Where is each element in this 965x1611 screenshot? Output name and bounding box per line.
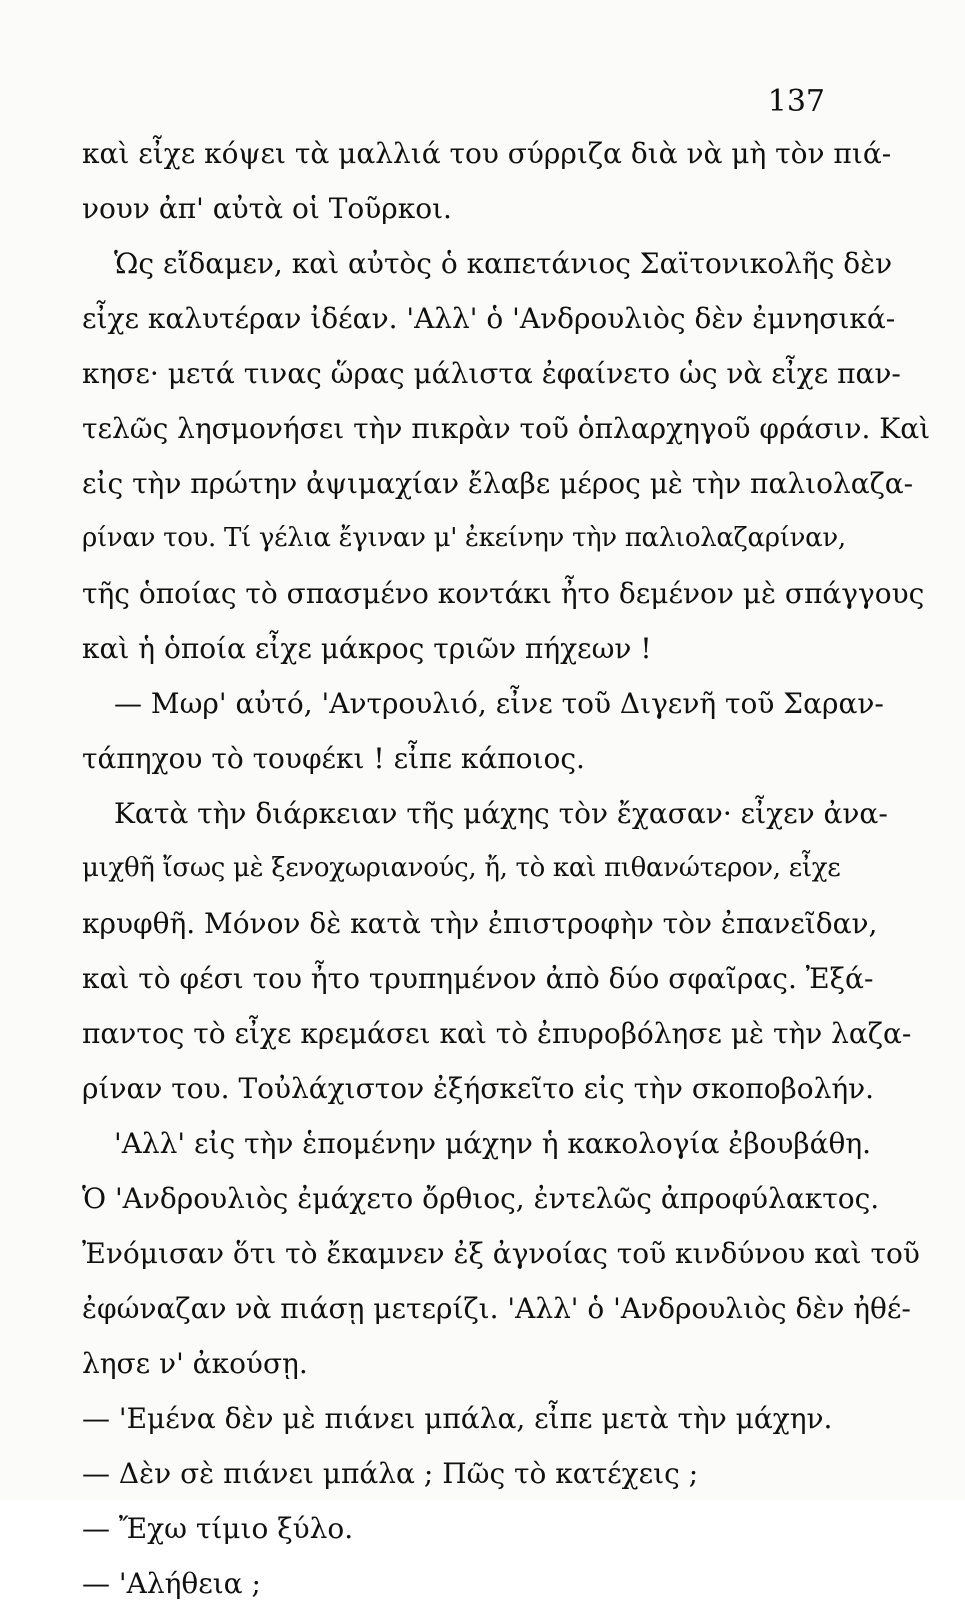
text-line: καὶ τὸ φέσι του ἦτο τρυπημένον ἀπὸ δύο σφαῖρας. Ἐξά- xyxy=(82,962,874,995)
text-line: τάπηχου τὸ τουφέκι ! εἶπε κάποιος. xyxy=(82,742,585,775)
text-line: κησε· μετά τινας ὥρας μάλιστα ἐφαίνετο ὡς νὰ εἶχε παν- xyxy=(82,357,901,390)
text-line: — Ἔχω τίμιο ξύλο. xyxy=(82,1512,354,1545)
text-line: 'Αλλ' εἰς τὴν ἑπομένην μάχην ἡ κακολογία ἐβουβάθη. xyxy=(114,1127,872,1160)
text-line: ρίναν του. Τί γέλια ἔγιναν μ' ἐκείνην τὴν παλιολαζαρίναν, xyxy=(82,523,846,553)
text-line: Ὡς εἴδαμεν, καὶ αὐτὸς ὁ καπετάνιος Σαϊτονικολῆς δὲν xyxy=(114,247,893,280)
text-line: εἶχε καλυτέραν ἰδέαν. 'Αλλ' ὁ 'Ανδρουλιὸς δὲν ἐμνησικά- xyxy=(82,302,896,335)
text-line: — Δὲν σὲ πιάνει μπάλα ; Πῶς τὸ κατέχεις ; xyxy=(82,1457,699,1490)
text-line: ρίναν του. Τοὐλάχιστον ἐξήσκεῖτο εἰς τὴν σκοποβολήν. xyxy=(82,1072,875,1105)
text-line: παντος τὸ εἶχε κρεμάσει καὶ τὸ ἐπυροβόλησε μὲ τὴν λαζα- xyxy=(82,1017,912,1050)
text-line: μιχθῆ ἴσως μὲ ξενοχωριανούς, ἤ, τὸ καὶ πιθανώτερον, εἶχε xyxy=(82,853,841,883)
text-line: εἰς τὴν πρώτην ἀψιμαχίαν ἔλαβε μέρος μὲ τὴν παλιολαζα- xyxy=(82,467,914,500)
text-line: τῆς ὁποίας τὸ σπασμένο κοντάκι ἦτο δεμένον μὲ σπάγγους xyxy=(82,577,925,610)
text-line: λησε ν' ἀκούσῃ. xyxy=(82,1347,308,1380)
text-line: νουν ἀπ' αὐτὰ οἱ Τοῦρκοι. xyxy=(82,192,452,225)
text-line: κρυφθῆ. Μόνον δὲ κατὰ τὴν ἐπιστροφὴν τὸν ἐπανεῖδαν, xyxy=(82,907,878,940)
text-line: — 'Αλήθεια ; xyxy=(82,1567,261,1600)
text-line: Ὁ 'Ανδρουλιὸς ἐμάχετο ὄρθιος, ἐντελῶς ἀπροφύλακτος. xyxy=(82,1182,880,1215)
body-text xyxy=(82,126,931,1611)
text-line: καὶ εἶχε κόψει τὰ μαλλιά του σύρριζα διὰ νὰ μὴ τὸν πιά- xyxy=(82,137,892,170)
page-number: 137 xyxy=(767,84,825,119)
text-line: — 'Εμένα δὲν μὲ πιάνει μπάλα, εἶπε μετὰ τὴν μάχην. xyxy=(82,1402,833,1435)
text-line: ἐφώναζαν νὰ πιάσῃ μετερίζι. 'Αλλ' ὁ 'Ανδρουλιὸς δὲν ἠθέ- xyxy=(82,1292,911,1325)
text-line: τελῶς λησμονήσει τὴν πικρὰν τοῦ ὁπλαρχηγοῦ φράσιν. Καὶ xyxy=(82,412,931,445)
text-line: Κατὰ τὴν διάρκειαν τῆς μάχης τὸν ἔχασαν· εἶχεν ἀνα- xyxy=(114,797,888,830)
text-line: Ἐνόμισαν ὅτι τὸ ἔκαμνεν ἐξ ἀγνοίας τοῦ κινδύνου καὶ τοῦ xyxy=(82,1237,920,1270)
text-line: — Μωρ' αὐτό, 'Αντρουλιό, εἶνε τοῦ Διγενῆ τοῦ Σαραν- xyxy=(114,687,884,720)
text-line: καὶ ἡ ὁποία εἶχε μάκρος τριῶν πήχεων ! xyxy=(82,632,652,665)
